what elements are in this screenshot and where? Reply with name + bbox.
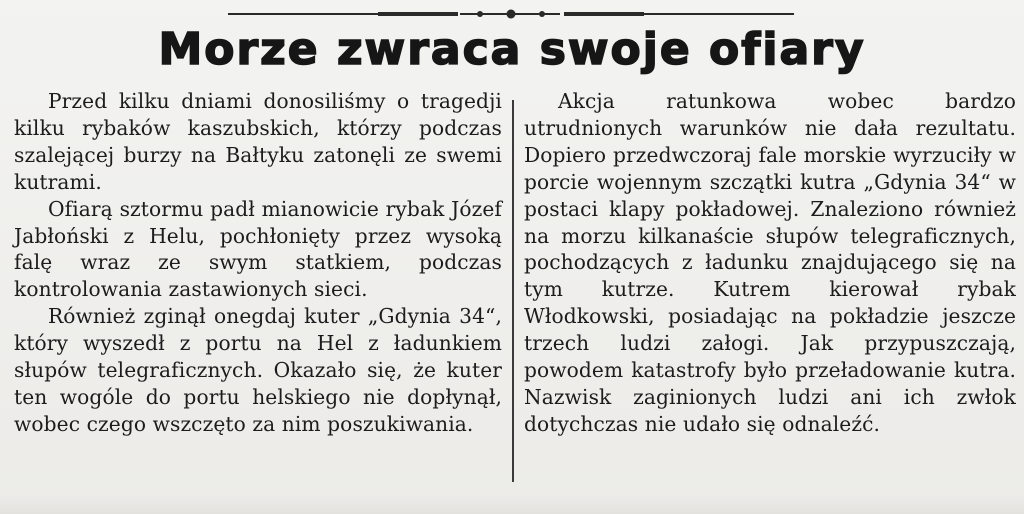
article-headline: Morze zwraca swoje ofiary xyxy=(158,24,866,75)
article-column-right xyxy=(524,88,1016,438)
paragraph: Przed kilku dniami donosiliśmy o tragedji kilku rybaków kaszubskich, którzy podczas szalejącej burzy na Bałtyku zatonęli ze swemi kutrami. xyxy=(14,89,502,194)
paragraph: Ofiarą sztormu padł mianowicie rybak Józef Jabłoński z Helu, pochłonięty przez wysoką falę wraz ze swym statkiem, podczas kontrolowania zastawionych sieci. xyxy=(14,196,502,302)
article-column-left xyxy=(14,88,502,438)
paper-edge-shadow xyxy=(0,496,1024,514)
top-ornament-rule xyxy=(228,9,794,19)
paragraph: Również zginął onegdaj kuter „Gdynia 34“, który wyszedł z portu na Hel z ładunkiem słupów telegraficznych. Okazało się, że kuter ten wogóle do portu helskiego nie dopłynął, wobec czego wszczęto za nim poszukiwania. xyxy=(14,304,502,436)
column-divider xyxy=(512,100,514,482)
paragraph: Akcja ratunkowa wobec bardzo utrudnionych warunków nie dała rezultatu. Dopiero przedwczoraj fale morskie wyrzuciły w porcie wojennym szczątki kutra „Gdynia 34“ w postaci klapy pokładowej. Znaleziono również na morzu kilkanaście słupów telegraficznych, pochodzących z ładunku znajdującego się na tym kutrze. Kutrem kierował rybak Włodkowski, posiadając na pokładzie jeszcze trzech ludzi załogi. Jak przypuszczają, powodem katastrofy było przeładowanie kutra. Nazwisk zaginionych ludzi ani ich zwłok dotychczas nie udało się odnaleźć. xyxy=(524,89,1016,436)
